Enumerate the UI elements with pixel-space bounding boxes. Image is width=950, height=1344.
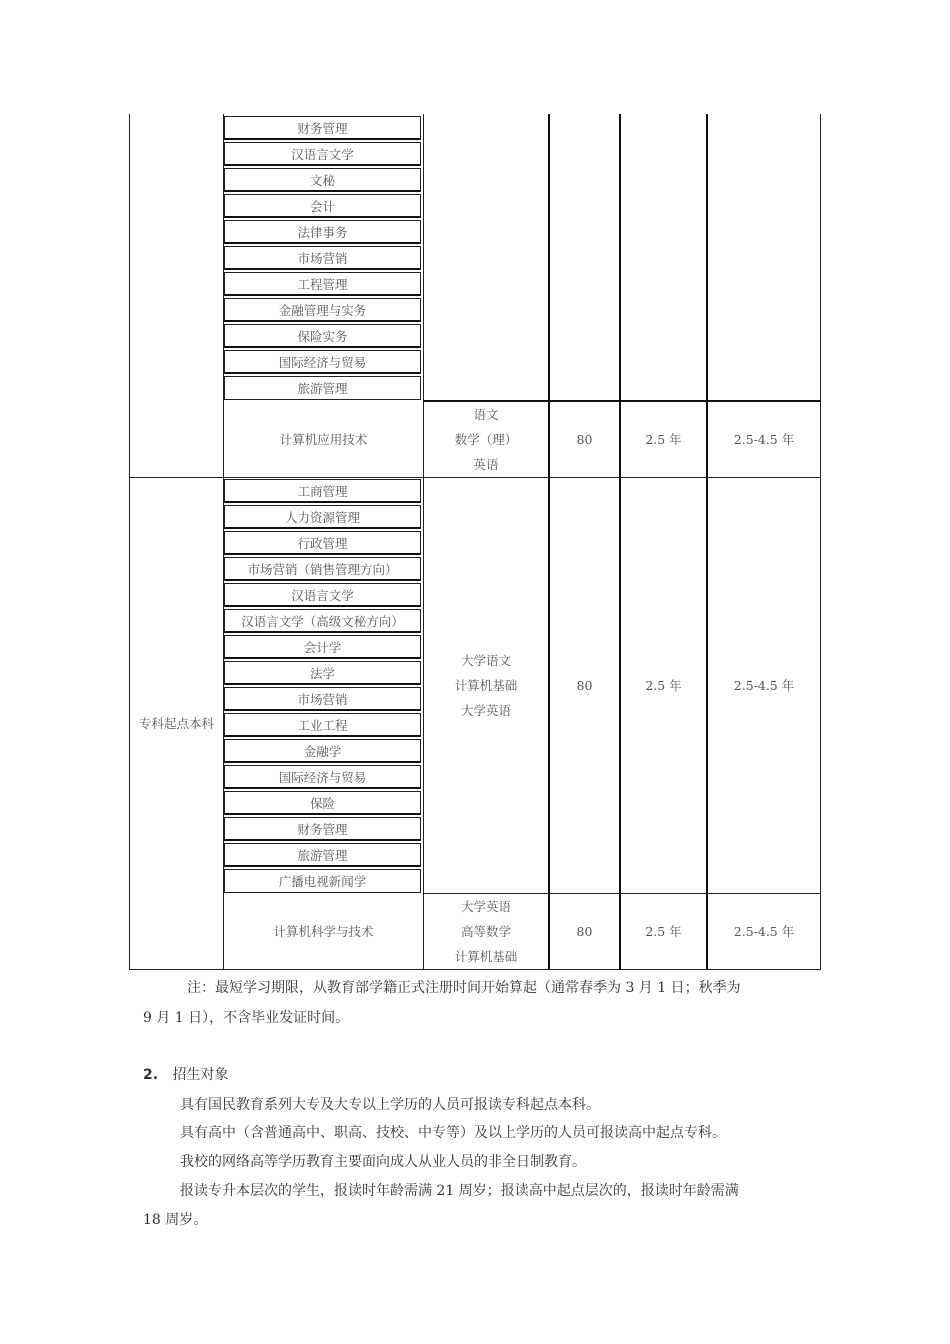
major-cell [224, 142, 421, 166]
major-label: 汉语言文学（高级文秘方向） [241, 613, 404, 629]
cs-subjects-cell [424, 402, 548, 477]
major-cell [224, 116, 421, 140]
major-cell [224, 220, 421, 244]
cs-major-cell [224, 402, 423, 477]
major-cell [224, 635, 421, 659]
subject-label: 英语 [473, 457, 499, 472]
section-heading-text: 招生对象 [172, 1067, 229, 1083]
major-label: 市场营销 [297, 250, 348, 266]
major-label: 汉语言文学 [291, 587, 354, 603]
major-cell [224, 843, 421, 867]
major-label: 财务管理 [297, 821, 348, 837]
credits-value: 80 [576, 924, 593, 939]
note-line-2: 9 月 1 日），不含毕业发证时间。 [143, 1010, 350, 1026]
programs-table [129, 114, 821, 970]
major-label: 保险 [309, 795, 335, 811]
cs-subjects-cell [424, 894, 548, 969]
min-years-cell [621, 894, 706, 969]
subject-label: 高等数学 [460, 924, 511, 939]
major-label: 工业工程 [297, 717, 348, 733]
major-cell [224, 168, 421, 192]
years-range-cell [708, 478, 820, 893]
major-cell [224, 298, 421, 322]
major-cell [224, 765, 421, 789]
section-heading [143, 1064, 229, 1084]
major-label: 财务管理 [297, 120, 348, 136]
major-cell [224, 661, 421, 685]
major-label: 旅游管理 [297, 847, 348, 863]
cs-major-label: 计算机科学与技术 [273, 924, 374, 939]
major-cell [224, 505, 421, 529]
major-cell [224, 324, 421, 348]
major-label: 市场营销 [297, 691, 348, 707]
major-cell [224, 817, 421, 841]
min-years-value: 2.5 年 [645, 678, 682, 693]
major-label: 工程管理 [297, 276, 348, 292]
paragraph: 我校的网络高等学历教育主要面向成人从业人员的非全日制教育。 [180, 1154, 586, 1170]
major-label: 法律事务 [297, 224, 348, 240]
subject-label: 数学（理） [454, 432, 518, 447]
subject-label: 计算机基础 [454, 678, 518, 693]
major-cell [224, 869, 421, 893]
credits-cell [550, 894, 619, 969]
years-range-value: 2.5-4.5 年 [733, 924, 795, 939]
min-years-value: 2.5 年 [645, 432, 682, 447]
major-cell [224, 609, 421, 633]
years-range-value: 2.5-4.5 年 [733, 678, 795, 693]
paragraph: 具有国民教育系列大专及大专以上学历的人员可报读专科起点本科。 [180, 1097, 600, 1113]
major-cell [224, 687, 421, 711]
subject-label: 语文 [473, 407, 499, 422]
years-range-value: 2.5-4.5 年 [733, 432, 795, 447]
major-cell [224, 350, 421, 374]
subject-label: 大学语文 [460, 653, 511, 668]
major-cell [224, 194, 421, 218]
major-label: 行政管理 [297, 535, 348, 551]
subject-label: 计算机基础 [454, 949, 518, 964]
major-label: 文秘 [309, 172, 335, 188]
major-label: 国际经济与贸易 [278, 354, 367, 370]
major-label: 金融管理与实务 [278, 302, 367, 318]
major-cell [224, 272, 421, 296]
credits-value: 80 [576, 678, 593, 693]
major-cell [224, 479, 421, 503]
credits-cell [550, 478, 619, 893]
cs-major-label: 计算机应用技术 [279, 432, 368, 447]
level-cell [130, 478, 223, 969]
subjects-cell [424, 478, 548, 893]
min-years-value: 2.5 年 [645, 924, 682, 939]
major-cell [224, 246, 421, 270]
min-years-cell [621, 402, 706, 477]
major-label: 会计 [309, 198, 335, 214]
subject-label: 大学英语 [460, 899, 511, 914]
years-range-cell [708, 894, 820, 969]
major-cell [224, 739, 421, 763]
major-cell [224, 791, 421, 815]
cs-major-cell [224, 894, 423, 969]
major-label: 人力资源管理 [284, 509, 360, 525]
table-border-right [820, 114, 821, 970]
table-border-bottom [129, 969, 821, 970]
section-heading-number: 2. [143, 1067, 159, 1083]
paragraph: 具有高中（含普通高中、职高、技校、中专等）及以上学历的人员可报读高中起点专科。 [180, 1125, 726, 1141]
credits-cell [550, 402, 619, 477]
years-range-cell [708, 402, 820, 477]
major-label: 金融学 [303, 743, 342, 759]
major-label: 汉语言文学 [291, 146, 354, 162]
min-years-cell [621, 478, 706, 893]
major-label: 法学 [309, 665, 335, 681]
note-line-1: 注：最短学习期限，从教育部学籍正式注册时间开始算起（通常春季为 3 月 1 日；秋季为 [187, 980, 741, 996]
major-cell [224, 376, 421, 400]
major-label: 广播电视新闻学 [278, 874, 367, 889]
paragraph: 报读专升本层次的学生，报读时年龄需满 21 周岁；报读高中起点层次的，报读时年龄需满 [180, 1183, 739, 1199]
major-cell [224, 557, 421, 581]
level-label: 专科起点本科 [138, 716, 214, 731]
major-cell [224, 583, 421, 607]
paragraph-continued: 18 周岁。 [143, 1212, 208, 1228]
major-cell [224, 531, 421, 555]
major-cell [224, 713, 421, 737]
major-label: 国际经济与贸易 [278, 769, 367, 785]
major-label: 旅游管理 [297, 381, 348, 396]
major-label: 市场营销（销售管理方向） [247, 561, 398, 577]
major-label: 工商管理 [297, 483, 348, 499]
credits-value: 80 [576, 432, 593, 447]
major-label: 保险实务 [297, 328, 348, 344]
major-label: 会计学 [303, 639, 342, 655]
subject-label: 大学英语 [460, 703, 511, 718]
